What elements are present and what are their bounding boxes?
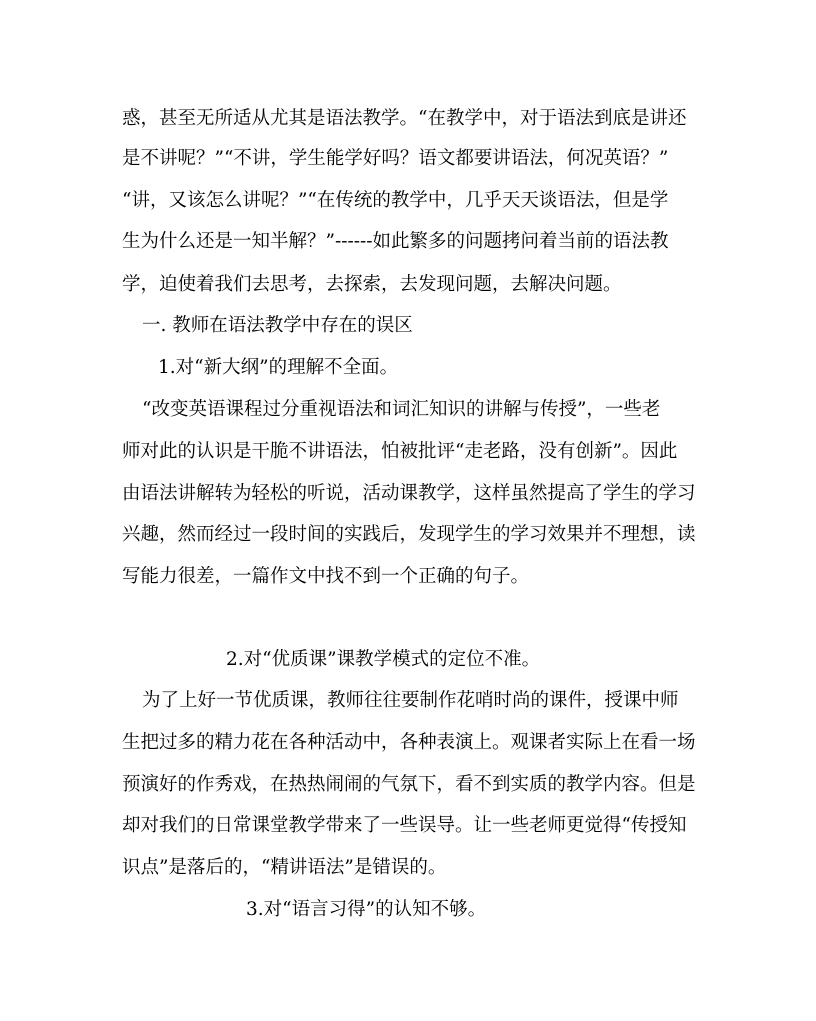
intro-line-3: “讲，又该怎么讲呢？”“在传统的教学中，几乎天天谈语法，但是学	[122, 190, 669, 211]
subsection-2-line-1: 为了上好一节优质课，教师往往要制作花哨时尚的课件，授课中师	[142, 690, 679, 711]
subsection-2-line-2: 生把过多的精力花在各种活动中，各种表演上。观课者实际上在看一场	[122, 732, 696, 753]
intro-line-2: 是不讲呢？”“不讲，学生能学好吗？语文都要讲语法，何况英语？”	[122, 148, 669, 169]
intro-line-5: 学，迫使着我们去思考，去探索，去发现问题，去解决问题。	[122, 274, 622, 295]
subsection-1-line-2: 师对此的认识是干脆不讲语法，怕被批评“走老路，没有创新”。因此	[122, 441, 678, 462]
subsection-1-line-3: 由语法讲解转为轻松的听说，活动课教学，这样虽然提高了学生的学习	[122, 483, 696, 504]
subsection-3-title: 3.对“语言习得”的认知不够。	[246, 899, 487, 920]
subsection-1-line-1: “改变英语课程过分重视语法和词汇知识的讲解与传授”，一些老	[142, 399, 661, 420]
subsection-1-line-4: 兴趣，然而经过一段时间的实践后，发现学生的学习效果并不理想，读	[122, 524, 696, 545]
subsection-1-line-5: 写能力很差，一篇作文中找不到一个正确的句子。	[122, 566, 530, 587]
subsection-2-line-5: 识点”是落后的，“精讲语法”是错误的。	[122, 857, 447, 878]
subsection-2-line-4: 却对我们的日常课堂教学带来了一些误导。让一些老师更觉得“传授知	[122, 815, 687, 836]
subsection-2-title: 2.对“优质课”课教学模式的定位不准。	[226, 649, 541, 670]
section-heading: 一. 教师在语法教学中存在的误区	[142, 315, 413, 336]
intro-line-1: 惑，甚至无所适从尤其是语法教学。“在教学中，对于语法到底是讲还	[122, 108, 687, 129]
subsection-1-title: 1.对“新大纲”的理解不全面。	[158, 357, 399, 378]
subsection-2-line-3: 预演好的作秀戏，在热热闹闹的气氛下，看不到实质的教学内容。但是	[122, 774, 696, 795]
intro-line-4: 生为什么还是一知半解？”------如此繁多的问题拷问着当前的语法教	[122, 231, 669, 252]
